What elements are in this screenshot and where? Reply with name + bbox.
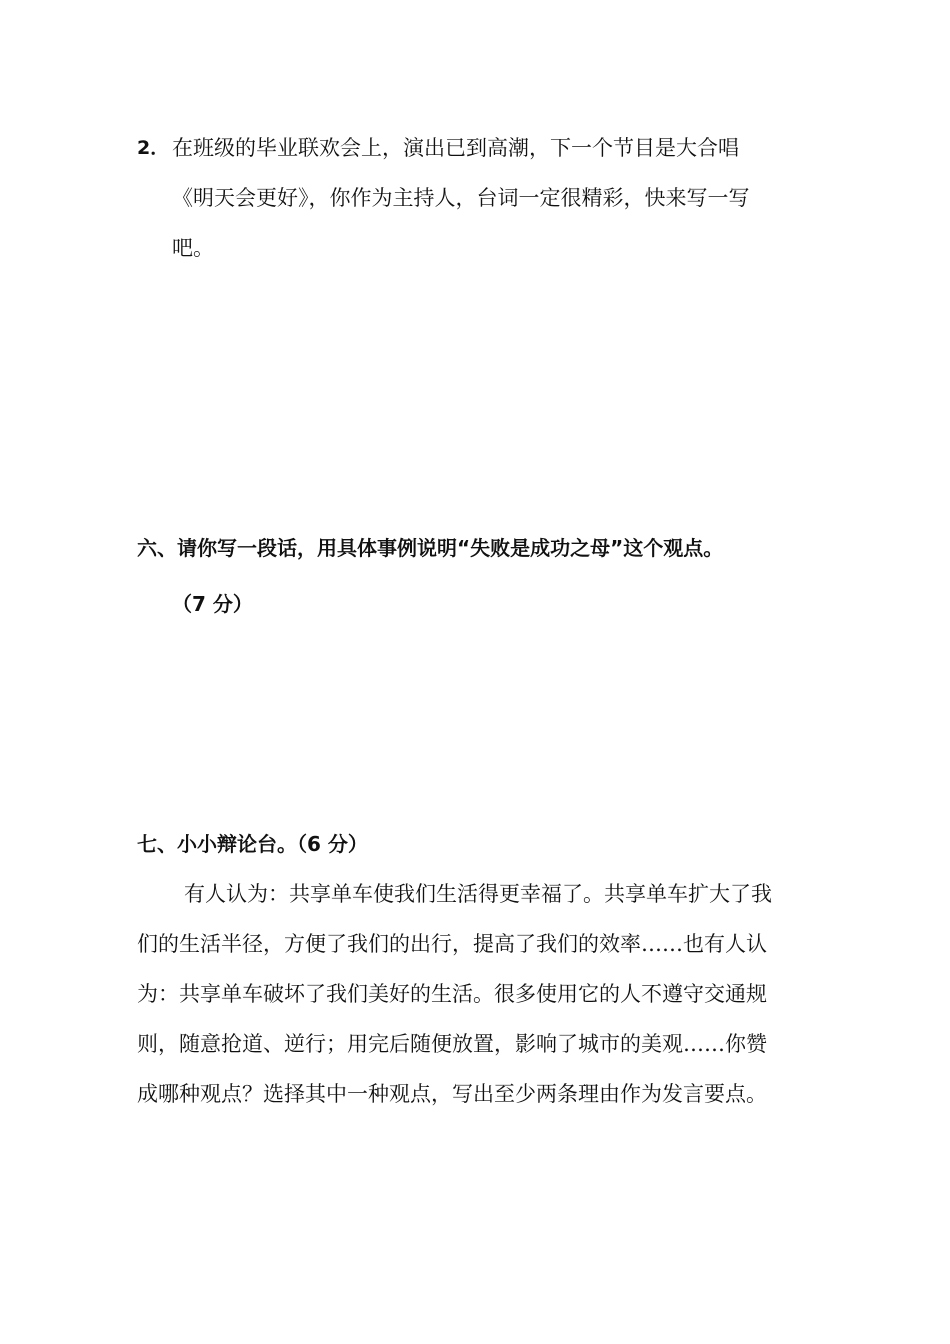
paragraph-line: 为：共享单车破坏了我们美好的生活。很多使用它的人不遵守交通规 (137, 982, 767, 1006)
paragraph-line: 们的生活半径，方便了我们的出行，提高了我们的效率……也有人认 (137, 932, 767, 956)
paragraph-line: 则，随意抢道、逆行；用完后随便放置，影响了城市的美观……你赞 (137, 1032, 767, 1056)
paragraph-line: 成哪种观点？选择其中一种观点，写出至少两条理由作为发言要点。 (137, 1082, 767, 1106)
question-number: 2． (137, 137, 170, 159)
paragraph-line: 有人认为：共享单车使我们生活得更幸福了。共享单车扩大了我 (184, 882, 772, 906)
question-text-line: 吧。 (172, 236, 214, 260)
section-score: （7 分） (172, 592, 253, 616)
question-text-line: 在班级的毕业联欢会上，演出已到高潮，下一个节目是大合唱 (172, 136, 739, 160)
section-title: 七、小小辩论台。（6 分） (137, 832, 368, 856)
section-title: 六、请你写一段话，用具体事例说明“失败是成功之母”这个观点。 (137, 536, 724, 560)
question-text-line: 《明天会更好》，你作为主持人，台词一定很精彩，快来写一写 (172, 186, 750, 210)
